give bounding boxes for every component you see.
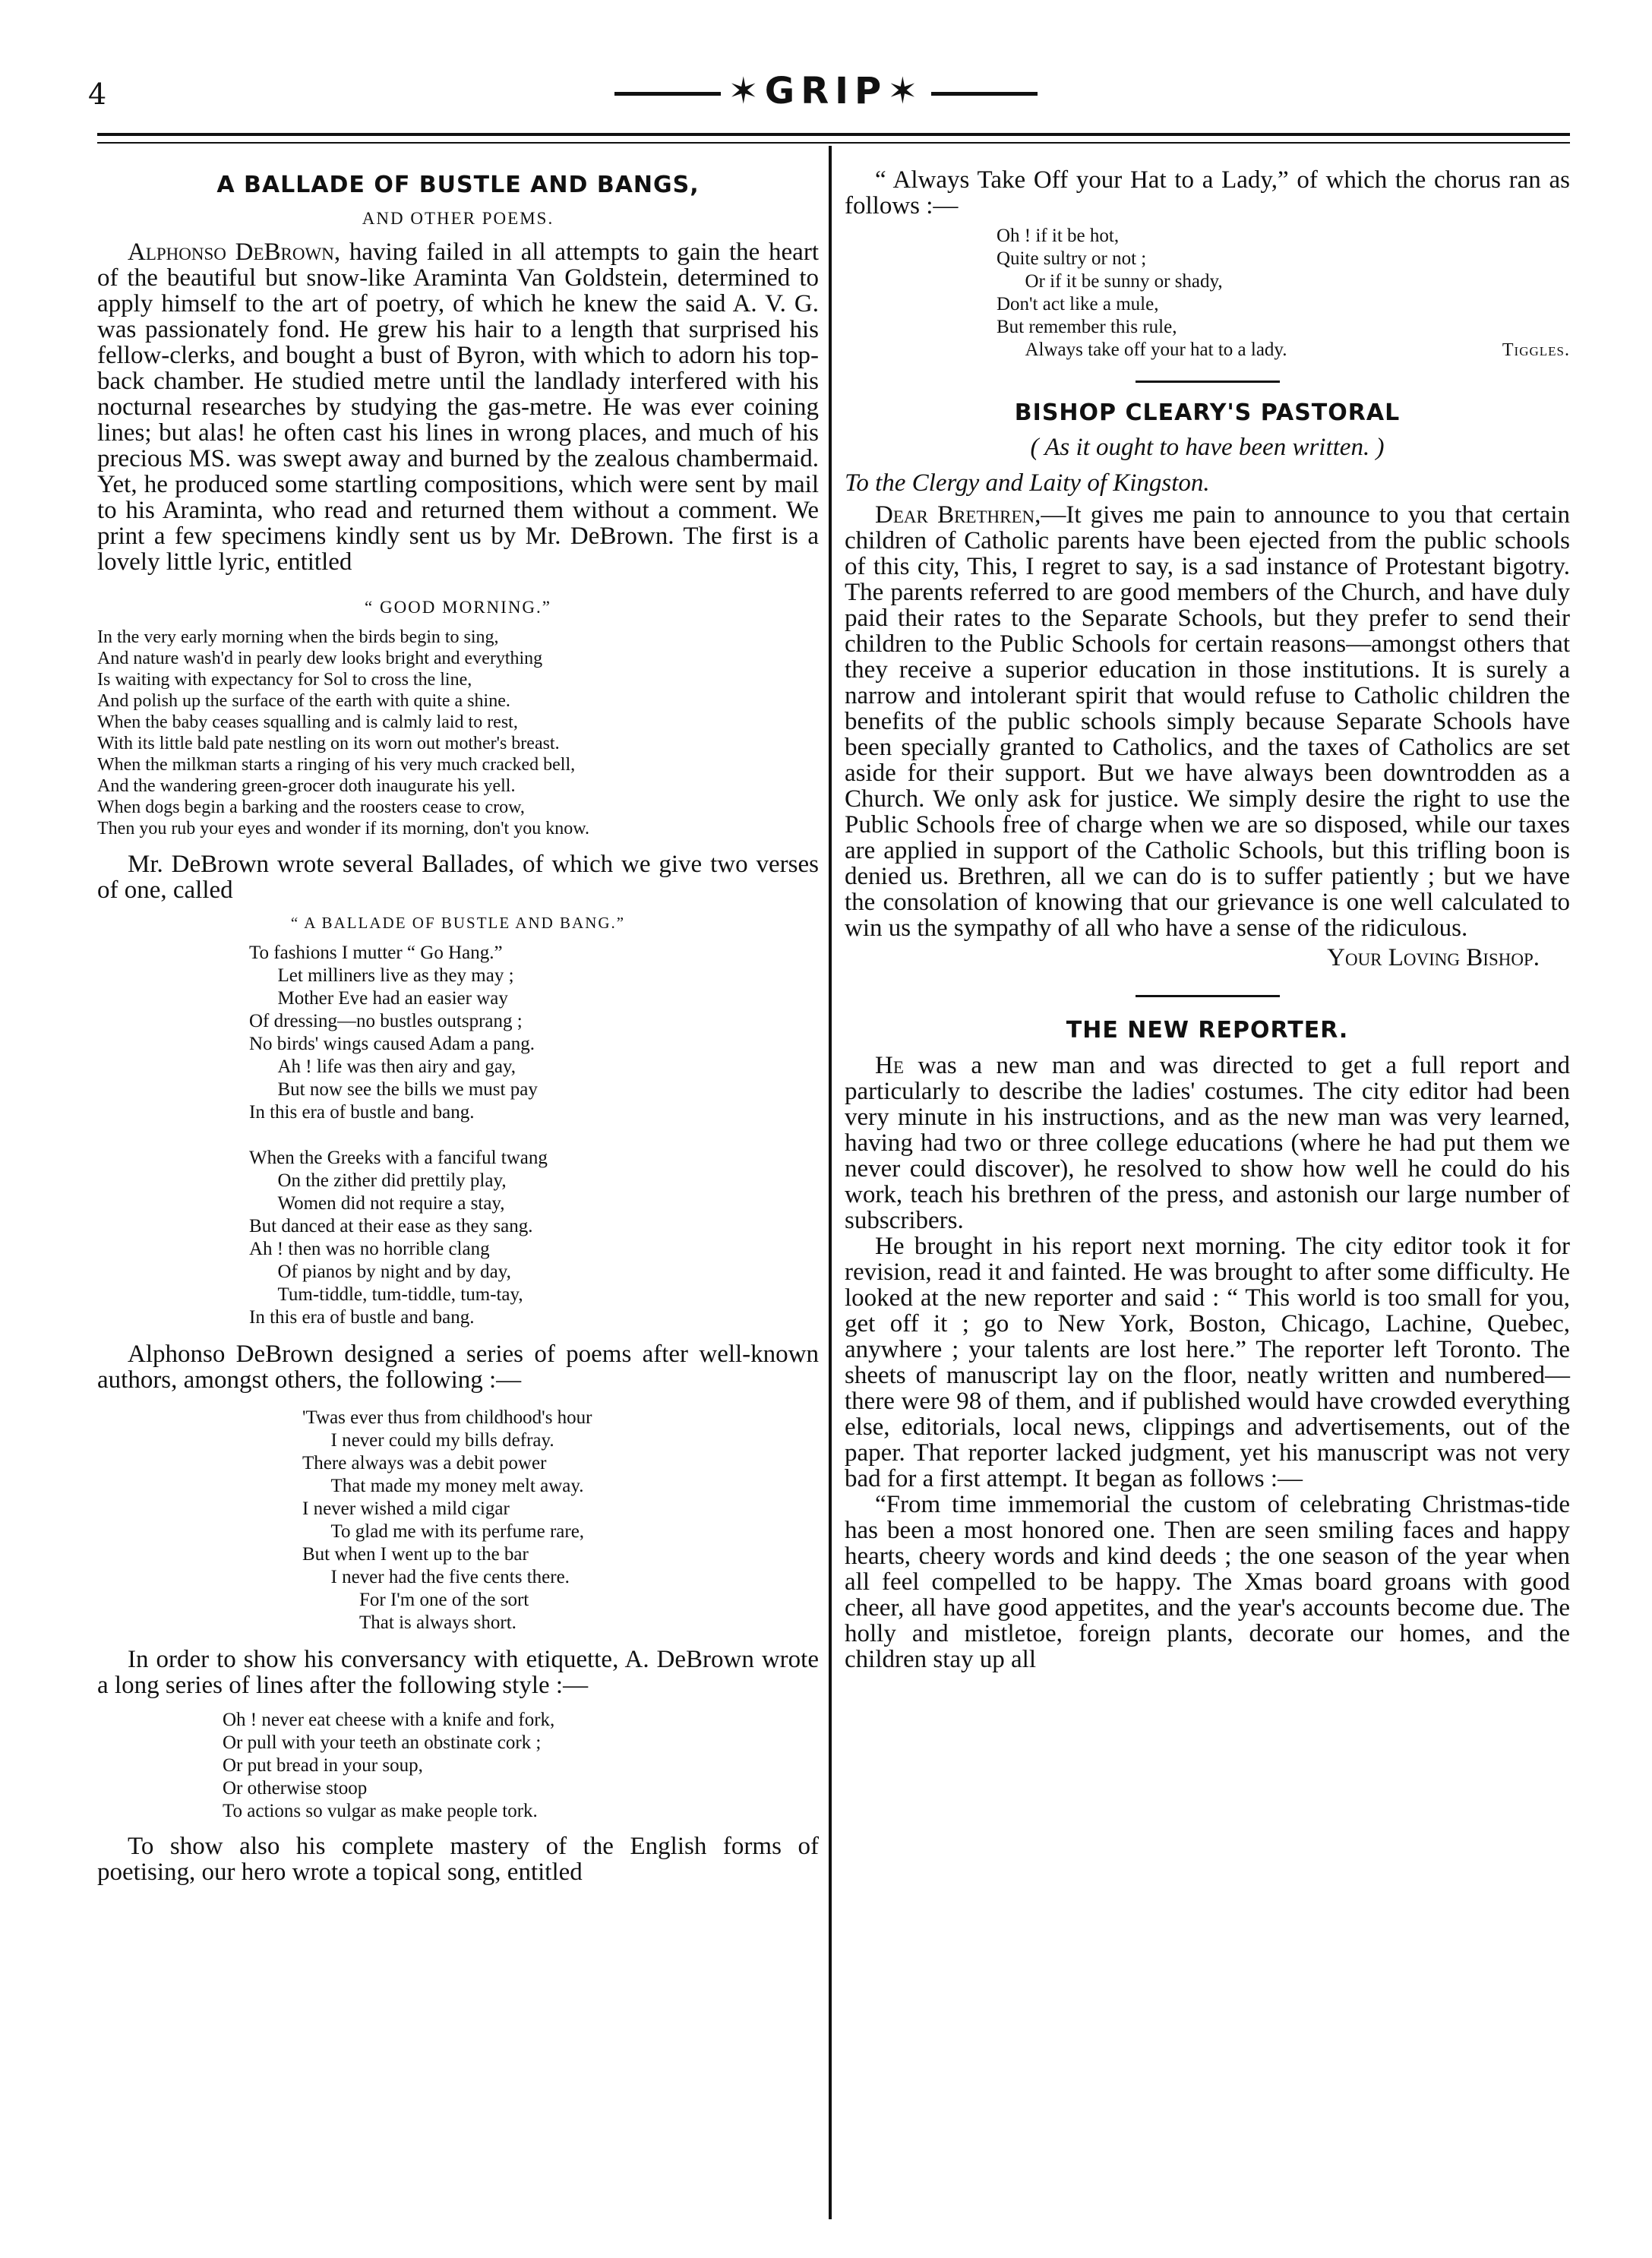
- pastoral-heading: BISHOP CLEARY'S PASTORAL: [1014, 399, 1401, 426]
- poem4-line: Or otherwise stoop: [223, 1778, 368, 1799]
- poem3-line: To glad me with its perfume rare,: [302, 1521, 585, 1542]
- poem3-line: For I'm one of the sort: [302, 1590, 529, 1610]
- poem2-title: “ A BALLADE OF BUSTLE AND BANG.”: [290, 914, 626, 932]
- poem1-line: Then you rub your eyes and wonder if its morning, don't you know.: [97, 819, 589, 838]
- poem-childhood-hour: [302, 1407, 819, 1634]
- header-rule-thick: [97, 133, 1570, 136]
- poem4-line: To actions so vulgar as make people tork.: [223, 1801, 538, 1821]
- poem2-stanza2-line: Ah ! then was no horrible clang: [249, 1239, 490, 1259]
- poem2-stanza1-line: To fashions I mutter “ Go Hang.”: [249, 943, 503, 963]
- poem1-line: Is waiting with expectancy for Sol to cross the line,: [97, 670, 472, 690]
- poem2-stanza2-line: When the Greeks with a fanciful twang: [249, 1148, 548, 1168]
- chorus-line: Quite sultry or not ;: [997, 248, 1147, 269]
- column-divider: [829, 146, 832, 2219]
- ballade-heading: A BALLADE OF BUSTLE AND BANGS,: [216, 172, 700, 198]
- poem4-line: Or pull with your teeth an obstinate cork ;: [223, 1732, 542, 1753]
- chorus-line: Always take off your hat to a lady.: [997, 339, 1287, 360]
- poem1-line: And the wandering green-grocer doth inaugurate his yell.: [97, 776, 516, 796]
- poem3-line: That is always short.: [302, 1612, 516, 1633]
- pastoral-address: To the Clergy and Laity of Kingston.: [845, 469, 1210, 497]
- masthead: ✶GRIP✶: [0, 70, 1652, 112]
- poem2-stanza2-line: On the zither did prettily play,: [249, 1170, 507, 1191]
- pastoral-signature: Your Loving Bishop.: [1327, 944, 1540, 971]
- poem1-line: When the baby ceases squalling and is calmly laid to rest,: [97, 712, 518, 732]
- poem2-stanza1-line: Mother Eve had an easier way: [249, 988, 508, 1009]
- poem3-line: I never had the five cents there.: [302, 1567, 570, 1587]
- poem4-line: Or put bread in your soup,: [223, 1755, 423, 1776]
- page-number: 4: [88, 77, 107, 111]
- ballade-para5: To show also his complete mastery of the English forms of poetising, our hero wrote a topical song, entitled: [97, 1833, 819, 1886]
- poem-good-morning: [97, 627, 819, 839]
- section-rule: [1136, 995, 1280, 997]
- poem1-line: And nature wash'd in pearly dew looks bright and everything: [97, 649, 543, 668]
- poem2-stanza1-line: Ah ! life was then airy and gay,: [249, 1056, 516, 1077]
- poem2-stanza2-line: Of pianos by night and by day,: [249, 1262, 511, 1282]
- poem3-line: There always was a debit power: [302, 1453, 547, 1473]
- ballade-intro-text: , having failed in all attempts to gain the heart of the beautiful but snow-like Araminta Van Goldstein, determined to apply himself to the art of poetry, of which he knew the said A. V. G. was passionately fond. He grew his hair to a length that surprised his fellow-clerks, and bought a bust of Byron, with which to adorn his top-back chamber. He studied metre until the landlady interfered with his nocturnal researches by studying the gas-metre. He was ever coining lines; but alas! he often cast his lines in wrong places, and much of his precious MS. was swept away and burned by the zealous chambermaid. Yet, he produced some startling compositions, which were sent by mail to his Araminta, who read and returned them without a comment. We print a few specimens kindly sent us by Mr. DeBrown. The first is a lovely little lyric, entitled: [97, 238, 819, 576]
- masthead-rule-right: [931, 92, 1038, 96]
- tiggles-signature: Tiggles.: [1502, 340, 1570, 360]
- poem1-line: In the very early morning when the birds begin to sing,: [97, 627, 499, 647]
- reporter-para1: [845, 1053, 1570, 1233]
- reporter-heading: THE NEW REPORTER.: [1066, 1017, 1349, 1044]
- reporter-para1-lead: He: [875, 1052, 904, 1079]
- pastoral-subheading: ( As it ought to have been written. ): [1030, 434, 1385, 461]
- poem1-line: When dogs begin a barking and the roosters cease to crow,: [97, 797, 525, 817]
- poem-ballade-stanza-1: [249, 942, 819, 1124]
- ballade-para4: In order to show his conversancy with etiquette, A. DeBrown wrote a long series of lines after the following style :—: [97, 1646, 819, 1699]
- poem1-title: “ GOOD MORNING.”: [365, 598, 551, 617]
- pastoral-body-text: —It gives me pain to announce to you that certain children of Catholic parents have been ejected from the public schools of this city, This, I regret to say, is a sad instance of Protestant bigotry. The parents referred to are good members of the Church, and have duly paid their rates to the Separate Schools, but they prefer to send their children to the Public Schools for certain reasons—amongst others that they receive a superior education in those institutions. It is surely a narrow and intolerant spirit that would refuse to Catholic children the benefits of the public schools simply because Separate Schools have been specially granted to Catholics, and the taxes of Catholics are set aside for their support. But we have always been downtrodden as a Church. We only ask for justice. We simply desire the right to use the Public Schools free of charge when we are so disposed, while our taxes are applied in support of the Catholic Schools, but this trifling boon is denied us. Brethren, all we can do is to suffer patiently ; but we have the consolation of knowing that our grievance is one well calculated to win us the sympathy of all who have a sense of the ridiculous.: [845, 501, 1570, 942]
- pastoral-body-lead: Dear Brethren,: [875, 501, 1041, 529]
- chorus-line: But remember this rule,: [997, 317, 1177, 337]
- right-column: [845, 167, 1570, 1672]
- poem-ballade-stanza-2: [249, 1147, 819, 1329]
- poem2-stanza2-line: But danced at their ease as they sang.: [249, 1216, 533, 1236]
- poem3-line: That made my money melt away.: [302, 1476, 584, 1496]
- poem-etiquette: [223, 1709, 819, 1823]
- poem2-stanza1-line: Of dressing—no bustles outsprang ;: [249, 1011, 523, 1031]
- header-rule-thin: [97, 142, 1570, 144]
- reporter-para2: He brought in his report next morning. The city editor took it for revision, read it and fainted. He was brought to after some difficulty. He looked at the new reporter and said : “ This world is too small for you, get off it ; go to New York, Boston, Chicago, Lachine, Quebec, anywhere ; your talents are lost here.” The reporter left Toronto. The sheets of manuscript lay on the floor, neatly written and numbered—there were 98 of them, and if published would have crowded everything else, editorials, local news, clippings and advertisements, out of the paper. That reporter lacked judgment, yet his manuscript was not very bad for a first attempt. It began as follows :—: [845, 1233, 1570, 1492]
- poem1-line: When the milkman starts a ringing of his very much cracked bell,: [97, 755, 576, 775]
- poem2-stanza1-line: In this era of bustle and bang.: [249, 1102, 475, 1123]
- section-rule: [1136, 381, 1280, 383]
- poem3-line: 'Twas ever thus from childhood's hour: [302, 1407, 592, 1428]
- poem3-line: But when I went up to the bar: [302, 1544, 529, 1565]
- song-intro: “ Always Take Off your Hat to a Lady,” of which the chorus ran as follows :—: [845, 166, 1570, 219]
- ballade-para3: Alphonso DeBrown designed a series of poems after well-known authors, amongst others, the following :—: [97, 1341, 819, 1394]
- poem1-line: With its little bald pate nestling on its worn out mother's breast.: [97, 734, 560, 753]
- reporter-para1-text: was a new man and was directed to get a full report and particularly to describe the ladies' costumes. The city editor had been very minute in his instructions, and as the new man was very learned, having had two or three college educations (where he had put them we never could discover), he resolved to show how well he could do his work, teach his brethren of the press, and astonish our large number of subscribers.: [845, 1052, 1570, 1234]
- poem2-stanza2-line: Women did not require a stay,: [249, 1193, 505, 1214]
- poem2-stanza2-line: Tum-tiddle, tum-tiddle, tum-tay,: [249, 1284, 523, 1305]
- poem4-line: Oh ! never eat cheese with a knife and fork,: [223, 1710, 555, 1730]
- poem2-stanza1-line: No birds' wings caused Adam a pang.: [249, 1034, 535, 1054]
- left-column: [97, 167, 819, 1885]
- reporter-para3: “From time immemorial the custom of celebrating Christmas-tide has been a most honored one. Then are seen smiling faces and happy hearts, cheery words and kind deeds ; the one season of the year when all feel compelled to be happy. The Xmas board groans with good cheer, all have good appetites, and the year's accounts become due. The holly and mistletoe, foreign plants, decorate our homes, and the children stay up all: [845, 1491, 1570, 1673]
- ballade-para2: Mr. DeBrown wrote several Ballades, of which we give two verses of one, called: [97, 851, 819, 904]
- poem3-line: I never wished a mild cigar: [302, 1498, 510, 1519]
- poem2-stanza1-line: But now see the bills we must pay: [249, 1079, 538, 1100]
- poem2-stanza2-line: In this era of bustle and bang.: [249, 1307, 475, 1328]
- poem2-stanza1-line: Let milliners live as they may ;: [249, 965, 514, 986]
- masthead-rule-left: [614, 92, 721, 96]
- masthead-title: GRIP: [764, 70, 888, 112]
- pastoral-body: [845, 502, 1570, 941]
- ballade-subheading: AND OTHER POEMS.: [362, 209, 554, 228]
- ballade-intro-lead: Alphonso DeBrown: [128, 238, 334, 266]
- poem1-line: And polish up the surface of the earth with quite a shine.: [97, 691, 510, 711]
- chorus-line: Don't act like a mule,: [997, 294, 1159, 314]
- poem3-line: I never could my bills defray.: [302, 1430, 554, 1451]
- chorus-line: Oh ! if it be hot,: [997, 226, 1120, 246]
- ballade-intro: [97, 239, 819, 575]
- chorus-line: Or if it be sunny or shady,: [997, 271, 1223, 292]
